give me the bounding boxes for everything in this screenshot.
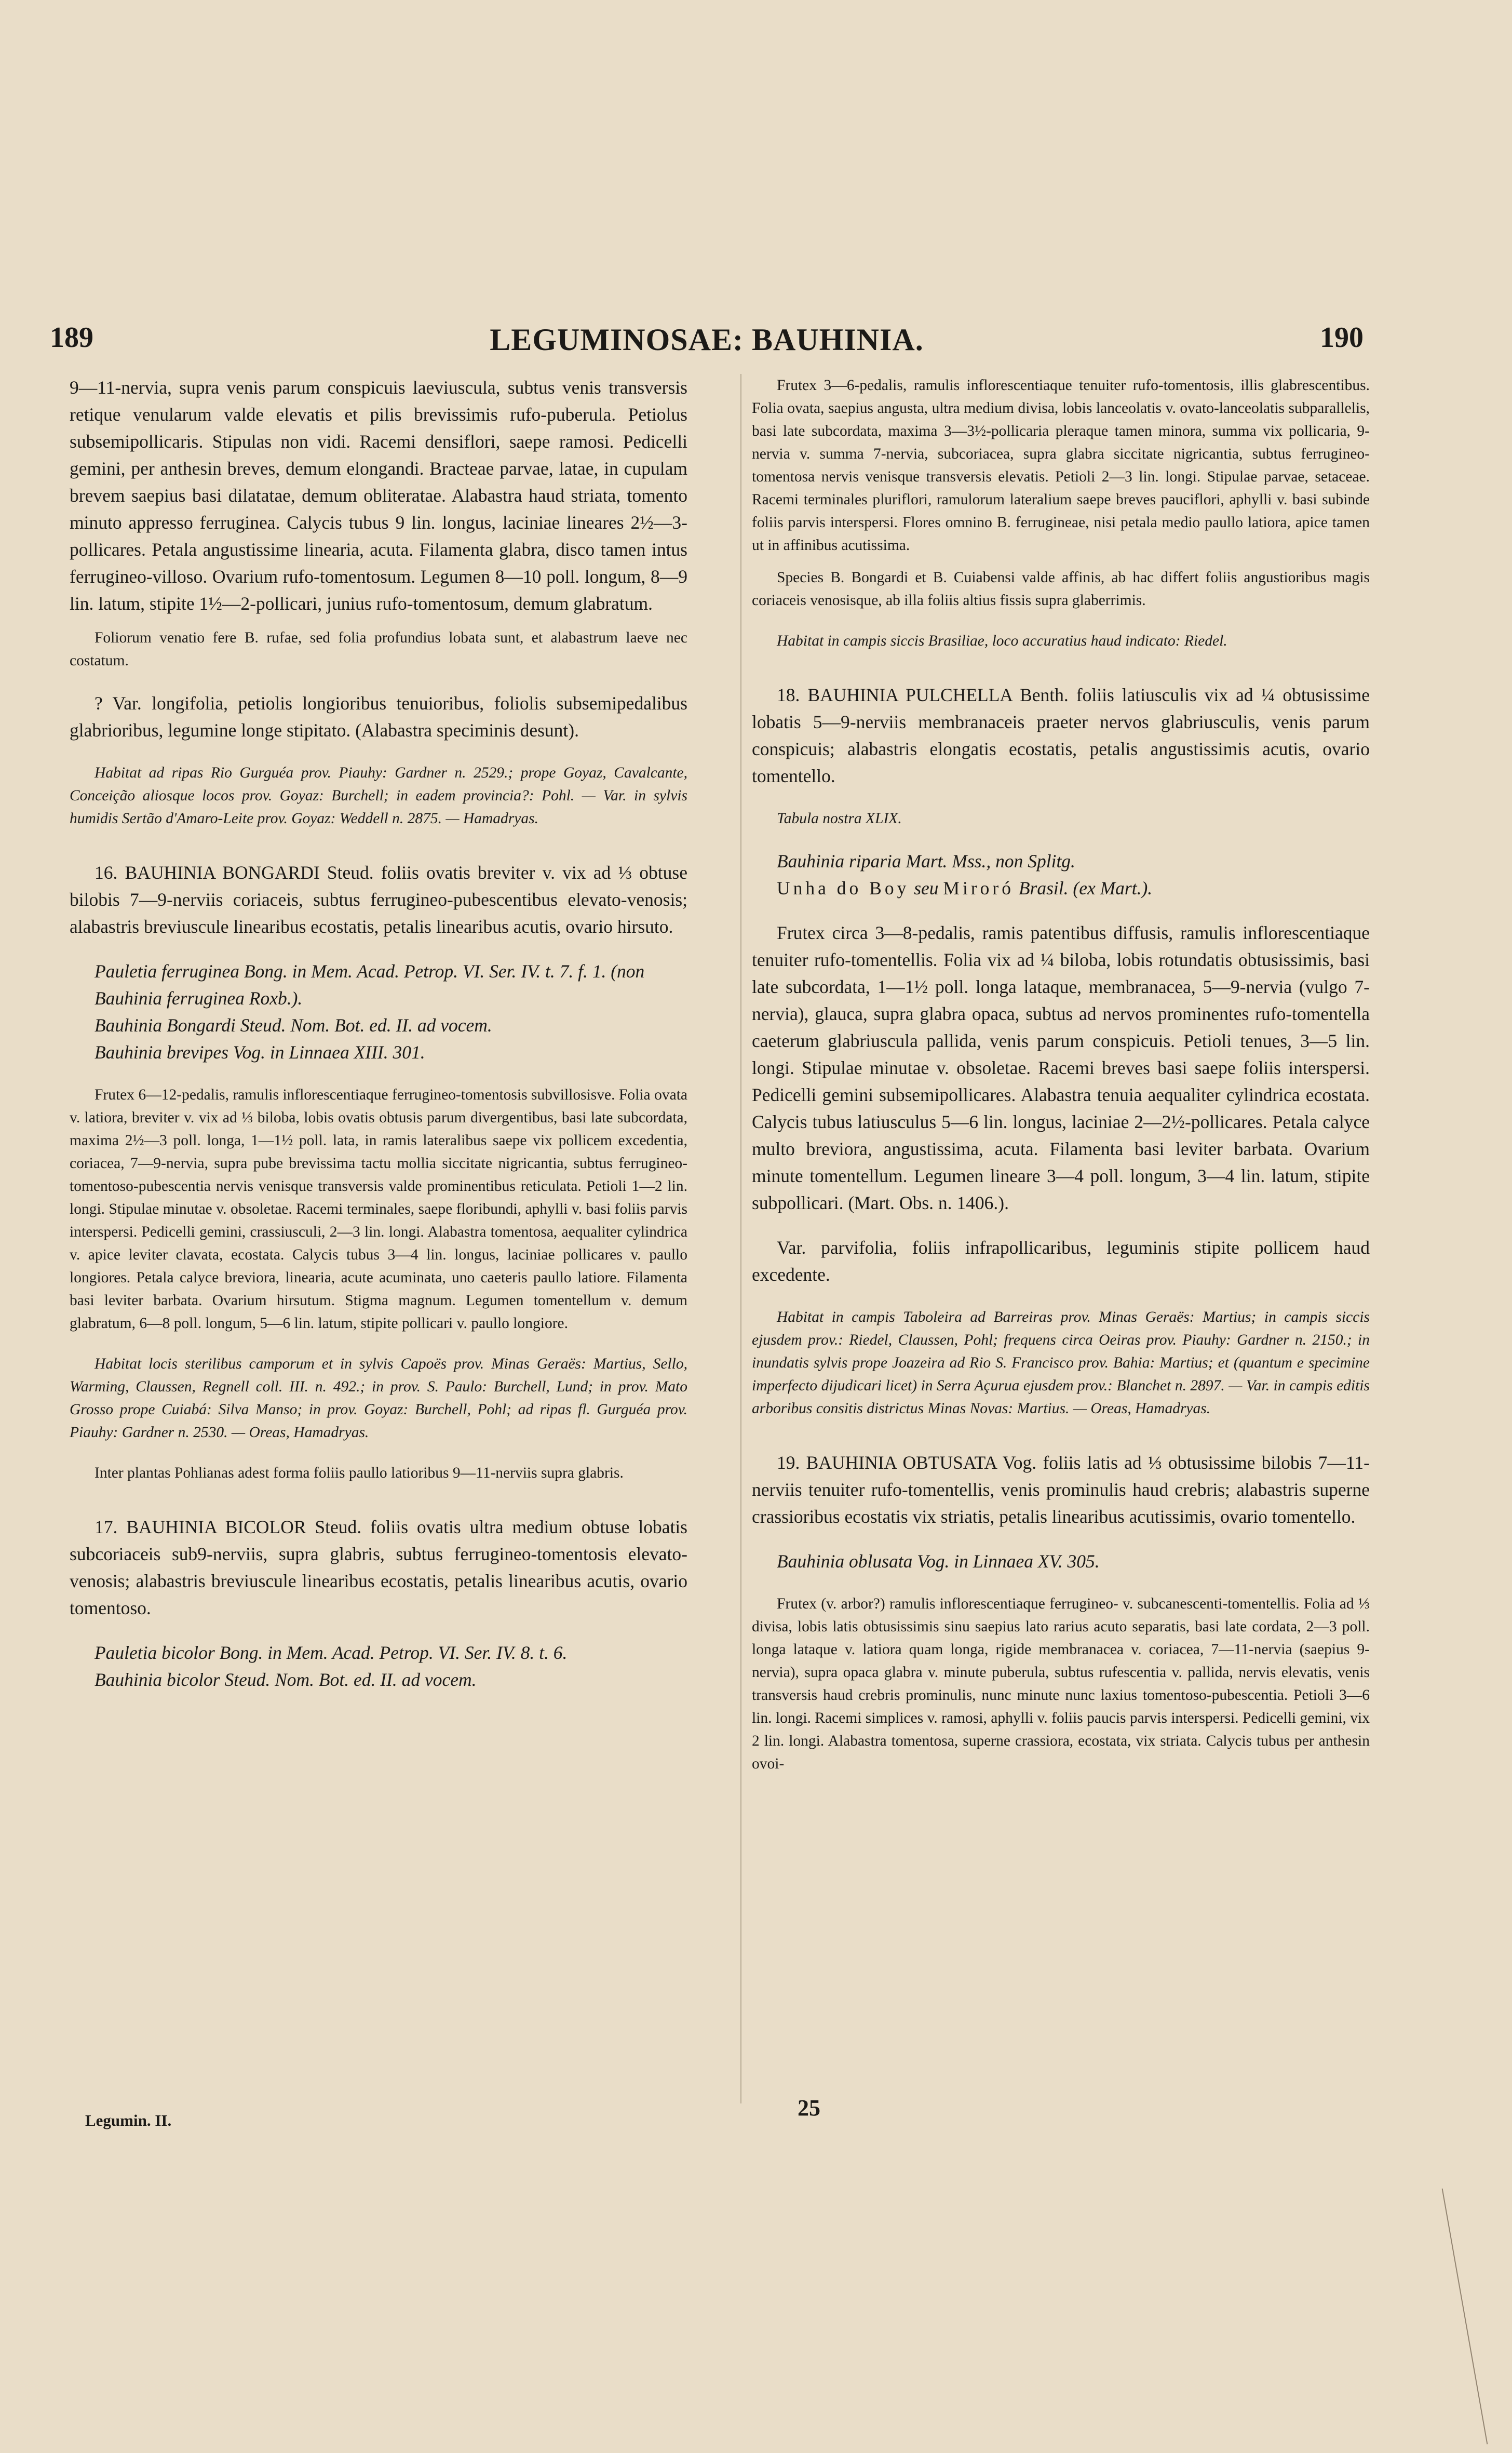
species-17-synonyms: [70, 1639, 687, 1693]
vernacular-names: [752, 875, 1370, 902]
vernacular-source: Brasil. (ex Mart.).: [1018, 878, 1153, 899]
species-16-note: Inter plantas Pohlianas adest forma foliis paullo latioribus 9—11-nerviis supra glabris.: [95, 1465, 624, 1481]
species-16-synonyms: [70, 958, 687, 1066]
footer-signature-label: Legumin. II.: [85, 2111, 172, 2129]
species-18-habitat: Habitat in campis Taboleira ad Barreiras prov. Minas Geraës: Martius; in campis siccis ejusdem prov.: Riedel, Claussen, Pohl; frequens circa Oeiras prov. Piauhy: Gardner n. 2150.; in inundatis sylvis prope Joazeira ad Rio S. Francisco prov. Bahia: Martius; et (quantum e specimine imperfecto dijudicari licet) in Serra Açurua ejusdem prov.: Blanchet n. 2897. — Var. in campis editis arboribus consitis districtus Minas Novas: Martius. — Oreas, Hamadryas.: [752, 1309, 1370, 1417]
species-19-description: Frutex (v. arbor?) ramulis inflorescentiaque ferrugineo- v. subcanescenti-tomentellis. Folia ad ⅓ divisa, lobis latis obtusissimis sinu saepius lato rarius acuto separatis, basi late cordata, 2—3 poll. longa lataque v. latiora quam longa, rigide membranacea v. coriacea, 7—11-nervia (saepius 9-nervia), supra opaca glabra v. minute puberula, subtus rufescentia v. pallida, nervis elevatis, venis transversis haud crebris prominulis, nunc minute nunc laxius tomentoso-pubescentia. Petioli 3—6 lin. longi. Racemi simplices v. ramosi, aphylli v. foliis paucis parvis interspersi. Pedicelli gemini, vix 2 lin. longi. Alabastra tomentosa, superne crassiora, ecostata, vix striata. Calycis tubus per anthesin ovoi-: [752, 1596, 1370, 1772]
note-paragraph: Foliorum venatio fere B. rufae, sed folia profundius lobata sunt, et alabastrum laeve nec costatum.: [70, 629, 687, 669]
synonym-line: Bauhinia riparia Mart. Mss., non Splitg.: [777, 851, 1075, 872]
page-number-right: 190: [1320, 321, 1364, 354]
species-17-description: Frutex 3—6-pedalis, ramulis inflorescentiaque tenuiter rufo-tomentosis, illis glabrescentibus. Folia ovata, saepius angusta, ultra medium divisa, lobis lanceolatis v. ovato-lanceolatis subparallelis, basi late subcordata, maxima 3—3½-pollicaria pleraque tamen minora, summa vix pollicaria, 9-nervia v. summa 7-nervia, subcoriacea, supra glabra siccitate nigricantia, subtus ferrugineo-tomentosa nervis venisque transversis elevatis. Petioli 2—3 lin. longi. Stipulae parvae, setaceae. Racemi terminales pluriflori, ramulorum lateralium saepe breves pauciflori, aphylli v. basi subinde foliis parvis interspersi. Flores omnino B. ferrugineae, nisi petala medio paullo latiora, apice tamen ut in affinibus acutissima.: [752, 377, 1370, 554]
species-19-synonyms: [752, 1548, 1370, 1575]
species-17-note: Species B. Bongardi et B. Cuiabensi valde affinis, ab hac differt foliis angustioribus magis coriaceis venosisque, ab illa foliis altius fissis supra glaberrimis.: [752, 569, 1370, 609]
sheet-signature-number: 25: [798, 2095, 820, 2121]
synonym-line: Pauletia bicolor Bong. in Mem. Acad. Petrop. VI. Ser. IV. 8. t. 6.: [95, 1642, 568, 1663]
species-16-habitat: Habitat locis sterilibus camporum et in sylvis Capoës prov. Minas Geraës: Martius, Sello, Warming, Claussen, Regnell coll. III. n. 492.; in prov. S. Paulo: Burchell, Lund; in prov. Mato Grosso prope Cuiabá: Silva Manso; in prov. Goyaz: Burchell, Pohl; ad ripas fl. Gurguéa prov. Piauhy: Gardner n. 2530. — Oreas, Hamadryas.: [70, 1356, 687, 1441]
species-18-heading: 18. BAUHINIA PULCHELLA Benth. foliis latiusculis vix ad ¼ obtusissime lobatis 5—9-nerviis membranaceis praeter nervos glabriusculis, venis parum conspicuis; alabastris elongatis ecostatis, petalis angustissimis acutis, ovario tomentello.: [752, 685, 1370, 786]
vernacular-connector: seu: [914, 878, 939, 899]
species-17-heading: 17. BAUHINIA BICOLOR Steud. foliis ovatis ultra medium obtuse lobatis subcoriaceis sub9-nerviis, supra glabris, subtus ferrugineo-tomentosis elevato-venosis; alabastris breviuscule linearibus ecostatis, petalis linearibus acutis, ovario tomentoso.: [70, 1517, 687, 1618]
vernacular-name: Miroró: [943, 878, 1014, 899]
species-16-heading: 16. BAUHINIA BONGARDI Steud. foliis ovatis breviter v. vix ad ⅓ obtuse bilobis 7—9-nerviis coriaceis, subtus ferrugineo-pubescentibus elevato-venosis; alabastris breviuscule linearibus ecostatis, petalis linearibus acutis, ovario hirsuto.: [70, 862, 687, 937]
species-18-description: Frutex circa 3—8-pedalis, ramis patentibus diffusis, ramulis inflorescentiaque tenuiter rufo-tomentellis. Folia vix ad ¼ biloba, lobis rotundatis obtusissimis, basi late subcordata, 1—1½ poll. longa lataque, membranacea, 5—9-nervia (vulgo 7-nervia), glauca, supra glabra opaca, subtus ad nervos prominentes rufo-tomentella caeterum glabriuscula pallida, venis parum conspicuis. Petioli tenues, 3—5 lin. longi. Stipulae minutae v. obsoletae. Racemi breves basi saepe foliis interspersi. Pedicelli gemini subsemipollicares. Alabastra tenuia aequaliter cylindrica ecostata. Calycis tubus latiusculus 5—6 lin. longus, laciniae 2—2½-pollicares. Petala calyce multo breviora, angustissima, acuta. Filamenta basi leviter barbata. Ovarium minute tomentellum. Legumen lineare 3—4 poll. longum, 3—4 lin. latum, stipite subpollicari. (Mart. Obs. n. 1406.).: [752, 922, 1370, 1213]
habitat-paragraph: Habitat ad ripas Rio Gurguéa prov. Piauhy: Gardner n. 2529.; prope Goyaz, Cavalcante, Conceição aliosque locos prov. Goyaz: Burchell; in eadem provincia?: Pohl. — Var. in sylvis humidis Sertão d'Amaro-Leite prov. Goyaz: Weddell n. 2875. — Hamadryas.: [70, 765, 687, 827]
page-header: [50, 321, 1364, 363]
paragraph-continued: 9—11-nervia, supra venis parum conspicuis laeviuscula, subtus venis transversis retique venularum valde elevatis et pilis brevissimis rufo-puberula. Petiolus subsemipollicaris. Stipulas non vidi. Racemi densiflori, saepe ramosi. Pedicelli gemini, per anthesin breves, demum elongandi. Bracteae parvae, latae, in cupulam brevem saepius basi dilatatae, demum obliteratae. Alabastra haud striata, tomento minuto appresso ferruginea. Calycis tubus 9 lin. longus, laciniae lineares 2½—3-pollicares. Petala angustissime linearia, acuta. Filamenta glabra, disco tamen intus ferrugineo-villoso. Ovarium rufo-tomentosum. Legumen 8—10 poll. longum, 8—9 lin. latum, stipite 1½—2-pollicari, junius rufo-tomentosum, demum glabratum.: [70, 377, 687, 614]
plate-reference: Tabula nostra XLIX.: [777, 810, 902, 827]
vernacular-name: Unha do Boy: [777, 878, 910, 899]
variety-paragraph: ? Var. longifolia, petiolis longioribus tenuioribus, foliolis subsemipedalibus glabrioribus, legumine longe stipitato. (Alabastra speciminis desunt).: [70, 693, 687, 741]
species-19-heading: 19. BAUHINIA OBTUSATA Vog. foliis latis ad ⅓ obtusissime bilobis 7—11-nerviis tenuiter rufo-tomentellis, venis prominulis haud crebris; alabastris superne crassioribus ecostatis vix striatis, petalis linearibus acutissimis, ovario tomentello.: [752, 1452, 1370, 1527]
synonym-line: Bauhinia Bongardi Steud. Nom. Bot. ed. II. ad vocem.: [95, 1015, 492, 1036]
right-column: [752, 374, 1370, 1775]
margin-mark: [1442, 2189, 1488, 2445]
species-18-variety: Var. parvifolia, foliis infrapollicaribus, leguminis stipite pollicem haud excedente.: [752, 1237, 1370, 1285]
synonym-line: Bauhinia oblusata Vog. in Linnaea XV. 305.: [777, 1551, 1100, 1572]
species-17-habitat: Habitat in campis siccis Brasiliae, loco accuratius haud indicato: Riedel.: [777, 633, 1227, 649]
species-18-synonyms: [752, 848, 1370, 902]
left-column: [70, 374, 687, 1693]
synonym-line: Pauletia ferruginea Bong. in Mem. Acad. Petrop. VI. Ser. IV. t. 7. f. 1. (non Bauhinia ferruginea Roxb.).: [95, 961, 645, 1009]
page-number-left: 189: [50, 321, 93, 354]
species-16-description: Frutex 6—12-pedalis, ramulis inflorescentiaque ferrugineo-tomentosis subvillosisve. Folia ovata v. latiora, breviter v. vix ad ⅓ biloba, lobis ovatis obtusis parum divergentibus, basi late subcordata, maxima 2½—3 poll. longa, 1—1½ poll. lata, in ramis lateralibus saepe vix pollicem excedentia, coriacea, 7—9-nervia, supra pube brevissima tactu mollia siccitate nigricantia, subtus ferrugineo-tomentoso-pubescentia nervis venisque transversis valde prominentibus reticulata. Petioli 1—2 lin. longi. Stipulae minutae v. obsoletae. Racemi terminales, saepe floribundi, aphylli v. basi foliis parvis interspersi. Pedicelli gemini, crassiusculi, 2—3 lin. longi. Alabastra tomentosa, aequaliter cylindrica v. apice leviter clavata, ecostata. Calycis tubus 3—4 lin. longus, laciniae pollicares v. paullo longiores. Petala calyce breviora, linearia, acute acuminata, uno caeteris paullo latiore. Filamenta basi leviter barbata. Ovarium hirsutum. Stigma magnum. Legumen tomentellum v. demum glabratum, 6—8 poll. longum, 5—6 lin. latum, stipite pollicari v. paullo longiore.: [70, 1087, 687, 1332]
column-divider: [740, 374, 741, 2103]
synonym-line: Bauhinia bicolor Steud. Nom. Bot. ed. II. ad vocem.: [95, 1669, 477, 1690]
synonym-line: Bauhinia brevipes Vog. in Linnaea XIII. 301.: [95, 1042, 425, 1063]
running-title: LEGUMINOSAE: BAUHINIA.: [490, 323, 924, 357]
